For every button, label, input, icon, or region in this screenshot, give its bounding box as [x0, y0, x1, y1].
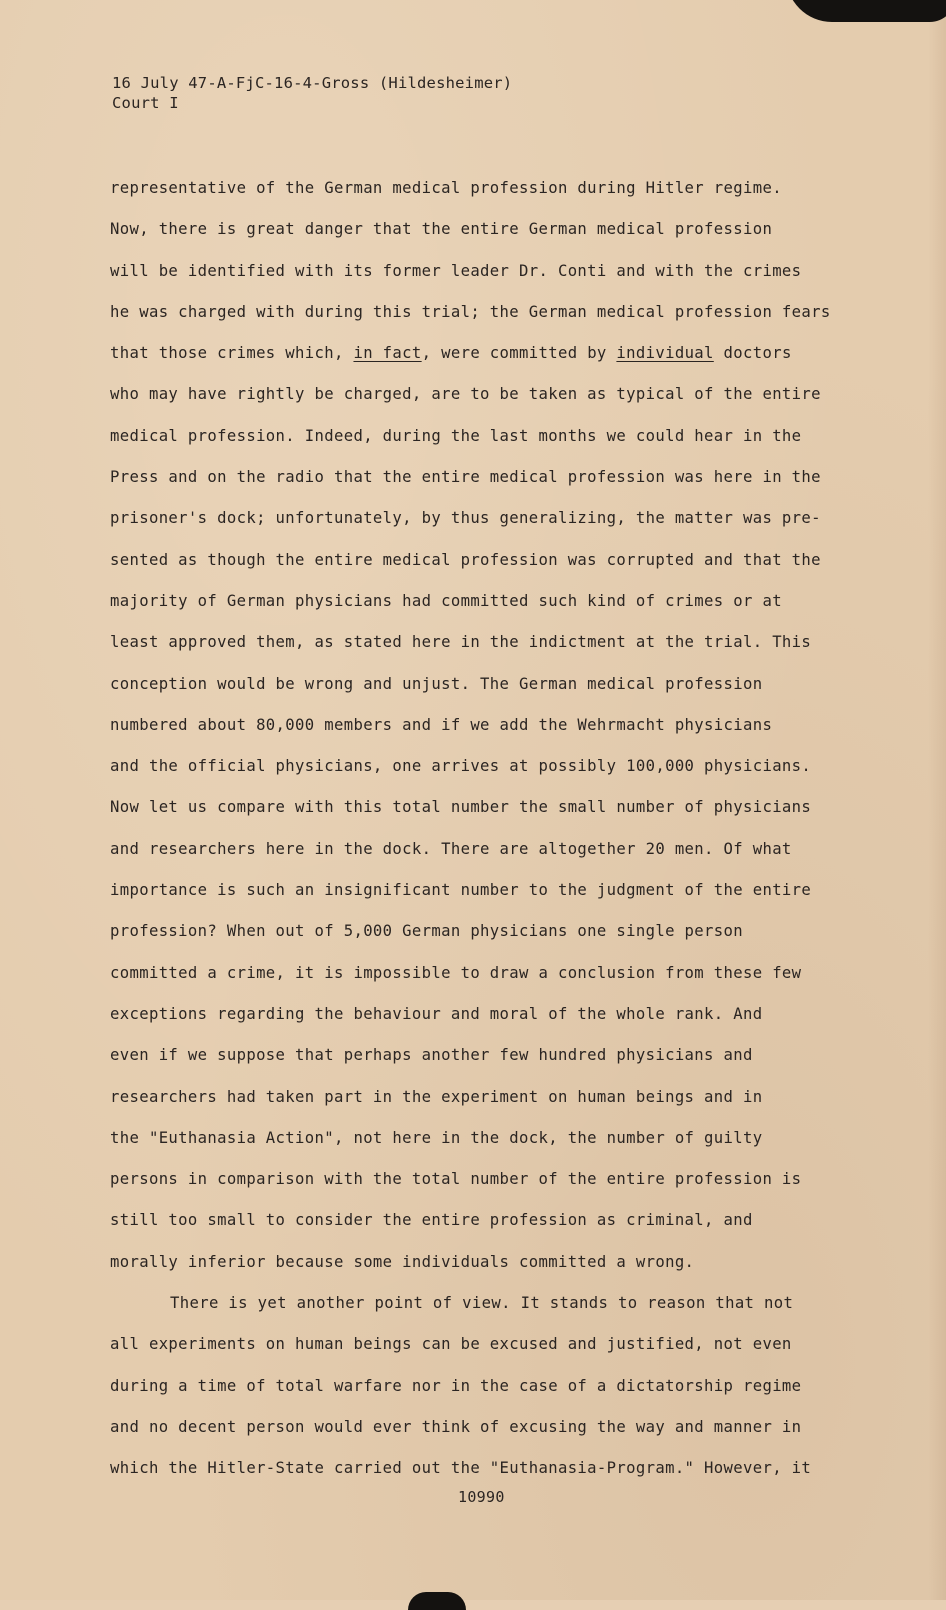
- text-line: majority of German physicians had committed such kind of crimes or at: [110, 591, 782, 610]
- page-number: 10990: [458, 1488, 505, 1506]
- text-line: which the Hitler-State carried out the "Euthanasia-Program." However, it: [110, 1459, 812, 1478]
- text-line: conception would be wrong and unjust. The German medical profession: [110, 674, 763, 693]
- text-line-end: doctors: [713, 344, 792, 363]
- paragraph-start-line: There is yet another point of view. It stands to reason that not: [170, 1294, 794, 1313]
- paper-edge-shadow: [928, 0, 946, 1600]
- text-line: morally inferior because some individuals committed a wrong.: [110, 1252, 695, 1271]
- text-line: he was charged with during this trial; the German medical profession fears: [110, 302, 831, 321]
- text-line: prisoner's dock; unfortunately, by thus generalizing, the matter was pre-: [110, 509, 821, 528]
- text-line: importance is such an insignificant number to the judgment of the entire: [110, 881, 812, 900]
- header-reference-line: 16 July 47-A-FjC-16-4-Gross (Hildesheimer): [112, 74, 513, 92]
- text-line-with-underlines: [110, 343, 890, 384]
- text-line: representative of the German medical profession during Hitler regime.: [110, 179, 782, 197]
- text-line: profession? When out of 5,000 German physicians one single person: [110, 922, 743, 941]
- text-line: and no decent person would ever think of excusing the way and manner in: [110, 1417, 802, 1436]
- text-line: and researchers here in the dock. There are altogether 20 men. Of what: [110, 839, 792, 858]
- text-line: will be identified with its former leader Dr. Conti and with the crimes: [110, 261, 802, 280]
- text-line: researchers had taken part in the experiment on human beings and in: [110, 1087, 763, 1106]
- text-line: sented as though the entire medical profession was corrupted and that the: [110, 550, 821, 569]
- scan-bottom-blot: [408, 1592, 466, 1610]
- document-body: [110, 178, 890, 1500]
- text-line: and the official physicians, one arrives at possibly 100,000 physicians.: [110, 757, 812, 776]
- text-line-middle: , were committed by: [421, 344, 617, 363]
- underlined-word-individual: individual: [616, 344, 714, 363]
- text-line: least approved them, as stated here in the indictment at the trial. This: [110, 633, 812, 652]
- text-line-start: that those crimes which,: [110, 344, 354, 363]
- document-header: [112, 73, 512, 113]
- text-line: who may have rightly be charged, are to be taken as typical of the entire: [110, 385, 821, 404]
- text-line: numbered about 80,000 members and if we add the Wehrmacht physicians: [110, 715, 773, 734]
- text-line: persons in comparison with the total number of the entire profession is: [110, 1170, 802, 1189]
- text-line: the "Euthanasia Action", not here in the dock, the number of guilty: [110, 1128, 763, 1147]
- text-line: medical profession. Indeed, during the last months we could hear in the: [110, 426, 802, 445]
- text-line: still too small to consider the entire profession as criminal, and: [110, 1211, 753, 1230]
- underlined-phrase-in-fact: in fact: [353, 344, 422, 363]
- header-court-line: Court I: [112, 94, 179, 112]
- scan-corner-blot: [786, 0, 946, 22]
- text-line: during a time of total warfare nor in the case of a dictatorship regime: [110, 1376, 802, 1395]
- text-line: exceptions regarding the behaviour and moral of the whole rank. And: [110, 1004, 763, 1023]
- text-line: Press and on the radio that the entire medical profession was here in the: [110, 468, 821, 487]
- text-line: Now let us compare with this total number the small number of physicians: [110, 798, 812, 817]
- text-line: all experiments on human beings can be excused and justified, not even: [110, 1335, 792, 1354]
- text-line: committed a crime, it is impossible to draw a conclusion from these few: [110, 963, 802, 982]
- text-line: Now, there is great danger that the entire German medical profession: [110, 220, 773, 239]
- text-line: even if we suppose that perhaps another few hundred physicians and: [110, 1046, 753, 1065]
